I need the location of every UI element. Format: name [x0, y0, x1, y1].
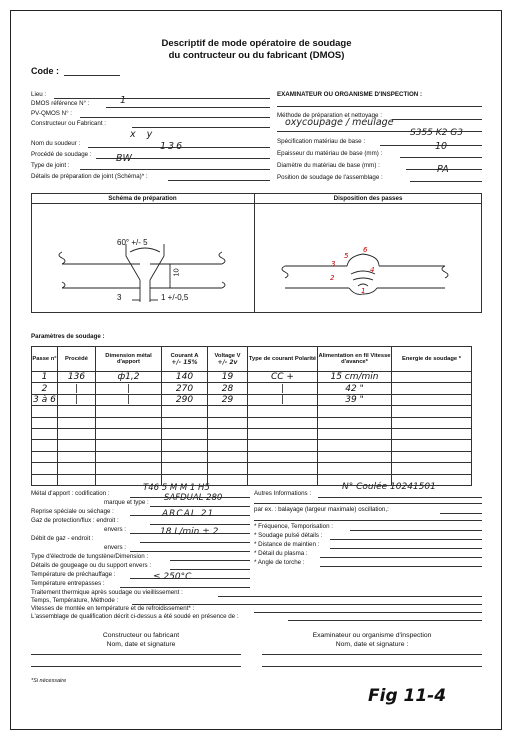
- field-label: Température entrepasses :: [31, 580, 105, 587]
- table-cell: |: [58, 394, 96, 405]
- table-cell: [208, 451, 248, 462]
- field-label: PV-QMOS N° :: [31, 110, 72, 117]
- col-header: Voltage V +/- 2v: [208, 347, 248, 372]
- table-row: [32, 451, 472, 462]
- figure-label: Fig 11-4: [368, 686, 447, 706]
- table-cell: [58, 406, 96, 417]
- table-cell: 39 ": [318, 394, 392, 405]
- table-cell: [162, 451, 208, 462]
- table-cell: [248, 463, 318, 474]
- field-value: PA: [437, 164, 449, 175]
- prep-schema-drawing: [32, 204, 254, 312]
- field-label: Temps, Température, Méthode :: [31, 597, 119, 604]
- col-header: Passe n°: [32, 347, 58, 372]
- field-label: Débit de gaz - endroit :: [31, 535, 94, 542]
- field-label: Nom du soudeur :: [31, 140, 81, 147]
- field-value: 18 L/min ± 2: [160, 527, 219, 537]
- field-value: N° Coulée 10241501: [342, 482, 436, 492]
- field-value: T46 5 M M 1 H5: [143, 483, 210, 493]
- table-cell: [58, 451, 96, 462]
- code-label: Code :: [31, 66, 59, 76]
- table-cell: [318, 428, 392, 439]
- table-cell: [248, 440, 318, 451]
- table-row: [32, 406, 472, 417]
- field-value: BW: [116, 153, 132, 164]
- table-cell: [318, 417, 392, 428]
- col-header: Energie de soudage *: [392, 347, 472, 372]
- sig-right-sub: Nom, date et signature :: [335, 641, 409, 648]
- col-header: Dimension métal d'apport: [96, 347, 162, 372]
- table-cell: [248, 428, 318, 439]
- table-cell: 19: [208, 372, 248, 383]
- field-label: Vitesses de montée en température et de refroidissement* :: [31, 605, 195, 612]
- table-cell: [32, 428, 58, 439]
- field-label: Reprise spéciale ou séchage :: [31, 508, 114, 515]
- table-cell: [96, 428, 162, 439]
- prep-root-face: 1 +/-0,5: [161, 293, 189, 302]
- field-label: * Soudage pulsé détails :: [254, 532, 323, 539]
- table-cell: [58, 474, 96, 485]
- table-cell: [392, 440, 472, 451]
- col-header: Courant A +/- 15%: [162, 347, 208, 372]
- table-cell: [96, 451, 162, 462]
- table-cell: [96, 440, 162, 451]
- field-label: par ex. : balayage (largeur maximale) oscillation,:: [254, 506, 389, 513]
- table-cell: [318, 406, 392, 417]
- prep-angle: 60° +/- 5: [117, 238, 148, 247]
- sig-left-sub: Nom, date et signature: [106, 641, 176, 648]
- field-label: Autres Informations :: [254, 490, 312, 497]
- passes-schema-drawing: [255, 204, 481, 312]
- col-header: Type de courant Polarité: [248, 347, 318, 372]
- table-cell: [318, 451, 392, 462]
- table-cell: [32, 451, 58, 462]
- footnote: *Si nécessaire: [31, 678, 67, 684]
- table-cell: |: [96, 383, 162, 394]
- table-cell: 15 cm/min: [318, 372, 392, 383]
- table-cell: [208, 474, 248, 485]
- table-cell: 42 ": [318, 383, 392, 394]
- sig-left-title: Constructeur ou fabricant: [102, 632, 180, 639]
- field-label: envers :: [104, 526, 127, 533]
- table-cell: [32, 406, 58, 417]
- code-line: [64, 75, 120, 76]
- pass-number: 1: [361, 287, 366, 295]
- table-cell: 1: [32, 372, 58, 383]
- pass-number: 5: [344, 252, 349, 260]
- table-cell: 136: [58, 372, 96, 383]
- table-cell: 2: [32, 383, 58, 394]
- passes-title: Disposition des passes: [333, 195, 403, 202]
- field-value: S355 K2 G3: [410, 128, 463, 138]
- table-cell: 270: [162, 383, 208, 394]
- table-cell: [58, 440, 96, 451]
- field-label: * Angle de torche :: [254, 559, 305, 566]
- params-title: Paramètres de soudage :: [31, 333, 105, 340]
- field-label: Diamètre du matériau de base (mm) :: [277, 162, 380, 169]
- table-row: [32, 440, 472, 451]
- table-cell: [208, 406, 248, 417]
- field-value: ARCAL 21: [162, 509, 215, 519]
- field-label: * Fréquence, Temporisation :: [254, 523, 333, 530]
- table-cell: [208, 417, 248, 428]
- table-cell: |: [248, 383, 318, 394]
- field-value: x y: [130, 129, 157, 140]
- title-line-2: du contructeur ou du fabricant (DMOS): [168, 50, 345, 61]
- field-value: 1: [120, 95, 127, 106]
- table-cell: [208, 440, 248, 451]
- table-cell: [162, 428, 208, 439]
- table-row: [32, 417, 472, 428]
- table-row: [32, 463, 472, 474]
- field-label: DMOS référence N° :: [31, 100, 90, 107]
- table-cell: [392, 451, 472, 462]
- col-header: Procédé: [58, 347, 96, 372]
- table-cell: 140: [162, 372, 208, 383]
- table-cell: [96, 463, 162, 474]
- field-label: Détails de préparation de joint (Schéma)* :: [31, 173, 148, 180]
- field-label: Température de préchauffage :: [31, 571, 116, 578]
- table-cell: CC +: [248, 372, 318, 383]
- col-header: Alimentation en fil Vitesse d'avance*: [318, 347, 392, 372]
- field-label: Procédé de soudage :: [31, 151, 92, 158]
- pass-number: 4: [370, 266, 375, 274]
- table-cell: [392, 417, 472, 428]
- table-cell: [162, 440, 208, 451]
- table-cell: 290: [162, 394, 208, 405]
- prep-gap: 3: [117, 293, 122, 302]
- prep-thickness: 10: [171, 268, 181, 277]
- table-cell: [248, 474, 318, 485]
- field-label: Epaisseur du matériau de base (mm) :: [277, 150, 383, 157]
- table-cell: [58, 417, 96, 428]
- field-label: Type d'électrode de tungstène/Dimension :: [31, 553, 149, 560]
- table-cell: ф1,2: [96, 372, 162, 383]
- field-label: Gaz de protection/flux : endroit :: [31, 517, 119, 524]
- table-header-row: [32, 347, 472, 372]
- table-cell: 28: [208, 383, 248, 394]
- table-cell: [58, 463, 96, 474]
- title-line-1: Descriptif de mode opératoire de soudage: [161, 38, 352, 49]
- field-label: Type de joint :: [31, 162, 70, 169]
- field-label: Méthode de préparation et nettoyage :: [277, 112, 382, 119]
- table-cell: [392, 383, 472, 394]
- params-table: [31, 346, 472, 486]
- field-label: * Distance de maintien :: [254, 541, 320, 548]
- table-cell: [208, 428, 248, 439]
- table-cell: [32, 417, 58, 428]
- field-value: 10: [435, 141, 448, 152]
- sig-right-title: Examinateur ou organisme d'inspection: [312, 632, 432, 639]
- table-cell: [392, 463, 472, 474]
- table-cell: [32, 474, 58, 485]
- table-cell: [318, 463, 392, 474]
- table-cell: [32, 463, 58, 474]
- table-cell: 29: [208, 394, 248, 405]
- field-label: Métal d'apport : codification :: [31, 490, 110, 497]
- table-cell: [162, 463, 208, 474]
- table-cell: [392, 394, 472, 405]
- table-row: [32, 394, 472, 405]
- field-label: Spécification matériau de base :: [277, 138, 366, 145]
- table-cell: |: [58, 383, 96, 394]
- pass-number: 3: [331, 260, 336, 268]
- table-cell: [162, 406, 208, 417]
- pass-number: 2: [330, 274, 335, 282]
- field-label: Constructeur ou Fabricant :: [31, 120, 106, 127]
- table-cell: [248, 406, 318, 417]
- field-value: ≤ 250°C: [153, 572, 192, 582]
- field-value: oxycoupage / meulage: [285, 117, 394, 128]
- field-label: envers :: [104, 544, 127, 551]
- table-cell: 3 à 6: [33, 394, 56, 405]
- field-value: 136: [160, 141, 185, 152]
- table-cell: [392, 372, 472, 383]
- table-cell: [392, 428, 472, 439]
- field-label: * Détail du plasma :: [254, 550, 308, 557]
- table-cell: [96, 406, 162, 417]
- table-cell: [248, 451, 318, 462]
- field-label: Traitement thermique après soudage ou vieillissement :: [31, 589, 183, 596]
- field-label: Détails de gougeage ou du support envers :: [31, 562, 152, 569]
- table-cell: [58, 428, 96, 439]
- field-label: marque et type :: [104, 499, 149, 506]
- table-body: [32, 372, 472, 486]
- table-cell: [96, 417, 162, 428]
- table-row: [32, 383, 472, 394]
- pass-number: 6: [363, 246, 368, 254]
- table-cell: [248, 417, 318, 428]
- field-label: Position de soudage de l'assemblage :: [277, 174, 383, 181]
- field-label: L'assemblage de qualification décrit ci-dessus a été soudé en présence de :: [31, 613, 239, 620]
- table-row: [32, 372, 472, 383]
- field-label: Lieu :: [31, 91, 47, 98]
- table-cell: |: [248, 394, 318, 405]
- table-cell: [392, 406, 472, 417]
- field-value: SAFDUAL 280: [164, 493, 223, 503]
- prep-title: Schéma de préparation: [108, 195, 177, 202]
- table-row: [32, 428, 472, 439]
- table-cell: [162, 417, 208, 428]
- table-cell: [318, 440, 392, 451]
- table-cell: [208, 463, 248, 474]
- field-label: EXAMINATEUR OU ORGANISME D'INSPECTION :: [277, 91, 423, 98]
- table-cell: [32, 440, 58, 451]
- table-cell: |: [96, 394, 162, 405]
